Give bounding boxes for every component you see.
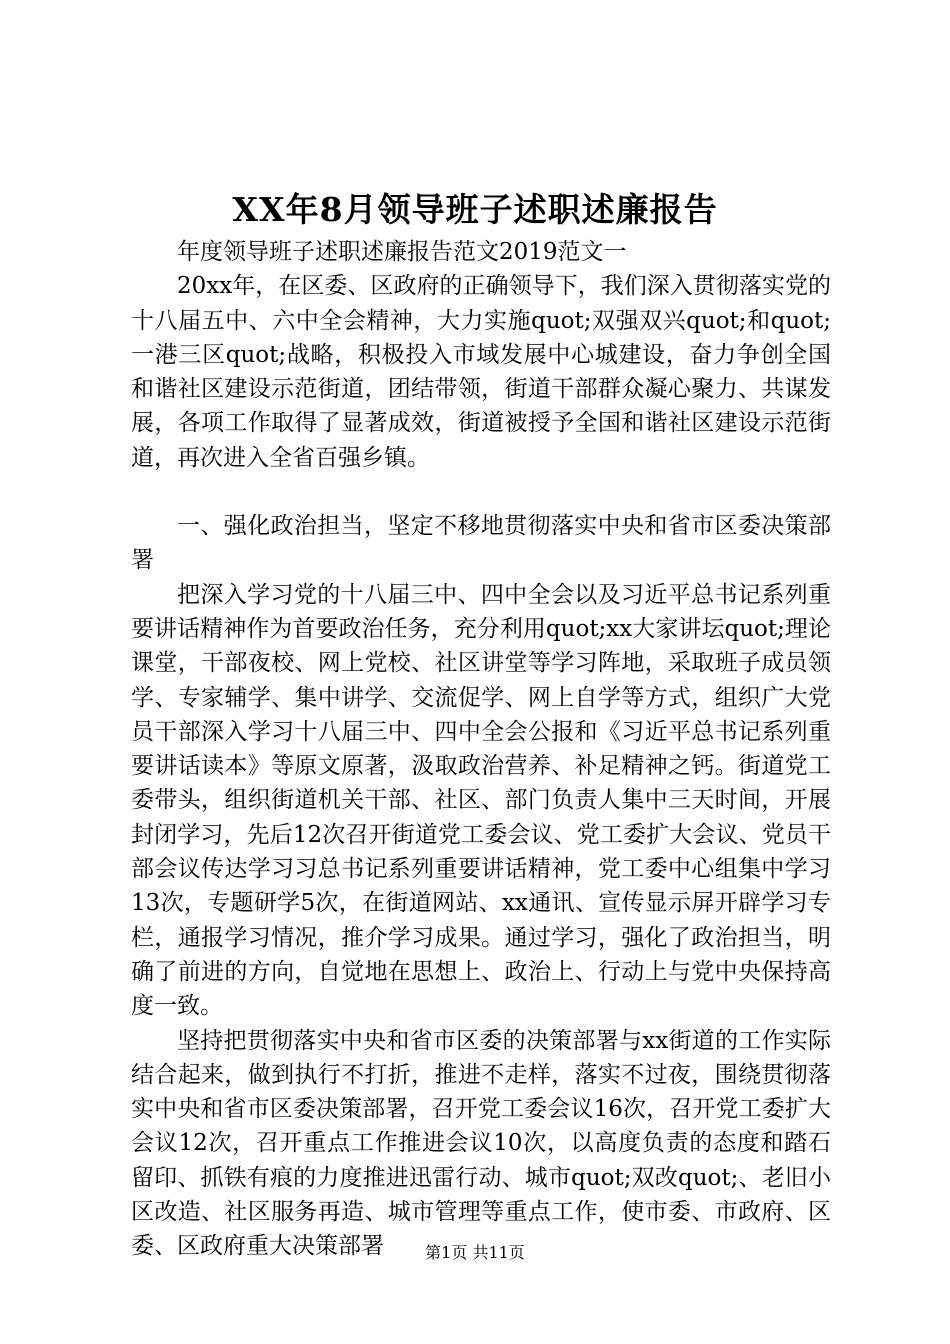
document-title: XX年8月领导班子述职述廉报告 <box>232 190 718 229</box>
body-paragraph: 20xx年，在区委、区政府的正确领导下，我们深入贯彻落实党的十八届五中、六中全会精神，大力实施quot;双强双兴quot;和quot;一港三区quot;战略，积极投入市域发展中心城建设，奋力争创全国和谐社区建设示范街道，团结带领，街道干部群众凝心聚力、共谋发展，各项工作取得了显著成效，街道被授予全国和谐社区建设示范街道，再次进入全省百强乡镇。 <box>131 273 831 471</box>
page-footer: 第1页 共11页 <box>425 1243 525 1262</box>
body-paragraph: 把深入学习党的十八届三中、四中全会以及习近平总书记系列重要讲话精神作为首要政治任务，充分利用quot;xx大家讲坛quot;理论课堂，干部夜校、网上党校、社区讲堂等学习阵地，采取班子成员领学、专家辅学、集中讲学、交流促学、网上自学等方式，组织广大党员干部深入学习十八届三中、四中全会公报和《习近平总书记系列重要讲话读本》等原文原著，汲取政治营养、补足精神之钙。街道党工委带头，组织街道机关干部、社区、部门负责人集中三天时间，开展封闭学习，先后12次召开街道党工委会议、党工委扩大会议、党员干部会议传达学习习总书记系列重要讲话精神，党工委中心组集中学习13次，专题研学5次，在街道网站、xx通讯、宣传显示屏开辟学习专栏，通报学习情况，推介学习成果。通过学习，强化了政治担当，明确了前进的方向，自觉地在思想上、政治上、行动上与党中央保持高度一致。 <box>131 581 831 1020</box>
body-paragraph: 坚持把贯彻落实中央和省市区委的决策部署与xx街道的工作实际结合起来，做到执行不打折，推进不走样，落实不过夜，围绕贯彻落实中央和省市区委决策部署，召开党工委会议16次，召开党工委扩大会议12次，召开重点工作推进会议10次，以高度负责的态度和踏石留印、抓铁有痕的力度推进迅雷行动、城市quot;双改quot;、老旧小区改造、社区服务再造、城市管理等重点工作，使市委、市政府、区委、区政府重大决策部署 <box>131 1027 831 1260</box>
subtitle-paragraph: 年度领导班子述职述廉报告范文2019范文一 <box>177 239 627 265</box>
document-body <box>131 235 831 1264</box>
section-heading: 一、强化政治担当，坚定不移地贯彻落实中央和省市区委决策部署 <box>131 513 831 574</box>
